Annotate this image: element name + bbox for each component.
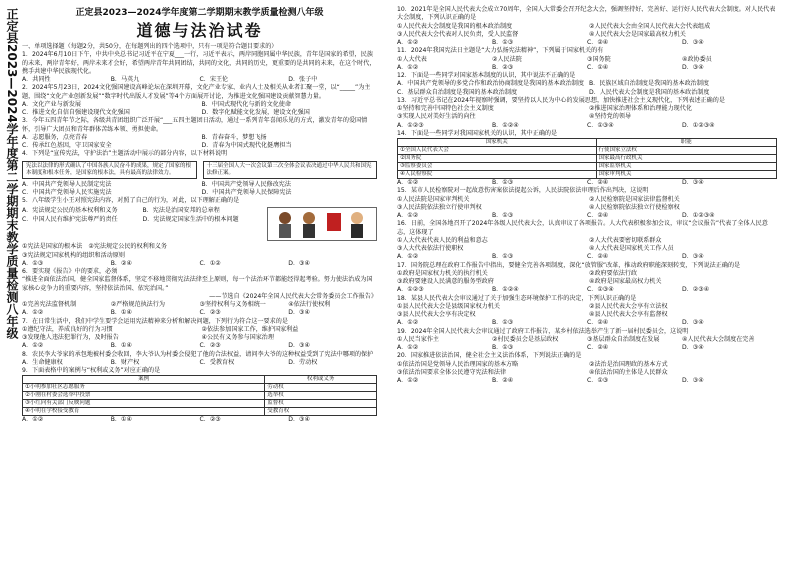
- q10-option-a: A．①②: [397, 39, 419, 46]
- q15-option-b: B．①③: [492, 212, 514, 219]
- q18-option-d: D．③④: [682, 319, 704, 327]
- q15-option-c: C．②④: [587, 212, 609, 219]
- q5-cartoon-block: [22, 207, 377, 241]
- q1-option-c: C．宋王伦: [199, 76, 229, 83]
- q2-option-d: D．数字化赋能文化发展，建设文化强国: [201, 109, 310, 116]
- q13-options: [397, 122, 777, 130]
- q9-table-header-case: 案例: [23, 376, 265, 384]
- q7-option-d: D．③④: [288, 342, 310, 350]
- q20-statements: [397, 361, 777, 378]
- q18-statements: [397, 303, 777, 320]
- q14-cell: 国家最高行政机关: [596, 155, 776, 163]
- table-row: [23, 400, 377, 408]
- q15-statement-3: ③人民法院依法独立行使审判权: [397, 203, 482, 211]
- q12-options: [397, 80, 777, 97]
- q16-option-d: D．③④: [682, 253, 704, 261]
- question-16: 16．日前，全国各地召开了2024年各级人民代表大会，认真审议了各项报告。人大代表积极参加会议，审议“会议报告”代表了全体人民意志，这体现了: [397, 220, 768, 236]
- q19-statement-4: ④人民代表大会制度在完善: [682, 335, 755, 343]
- question-4: 4．下列是“宣传宪法，守护法治”主题活动中展示的部分内容，以下材料说明: [22, 150, 228, 158]
- q5-statement-a: A．宪法规定公民的基本权利和义务: [22, 207, 118, 215]
- q12-option-b: B．民族区域自治制度是我国的基本政治制度: [589, 80, 709, 88]
- q6-quote-source: ——节选自《2024年全国人民代表大会常务委员会工作报告》: [209, 292, 377, 300]
- q17-option-a: A．①②③: [397, 286, 424, 294]
- q6-option-c: C．②③: [199, 309, 221, 317]
- q10-statement-1: ①人民代表大会制度是我国的根本政治制度: [397, 22, 513, 30]
- q15-statements: [397, 196, 777, 213]
- q15-option-d: D．①②③④: [682, 212, 715, 219]
- q9-option-d: D．③④: [288, 416, 310, 424]
- q9-option-b: B．①④: [110, 416, 132, 424]
- question-14: 14．下面是一些同学对我国国家机关的认识，其中正确的是: [397, 129, 558, 137]
- q7-option-a: A．①②: [22, 342, 44, 350]
- q4-material-box-1: 宪法以法律的形式确认了中国各族人民奋斗的成果，规定了国家的根本制度和根本任务，是国家的根本法，具有最高的法律效力。: [22, 161, 197, 179]
- q17-option-c: C．①③④: [587, 286, 614, 294]
- q6-statement-2: ②严格规范执法行为: [110, 301, 165, 308]
- q11-option-c: C．①④: [587, 63, 609, 71]
- q15-option-a: A．①②: [397, 212, 419, 219]
- q20-option-b: B．②④: [492, 377, 514, 384]
- q11-statement-4: ④政协委员: [682, 55, 712, 63]
- question-2: 2．2024年5月23日，2024文化强国建设高峰论坛在深圳开幕，文化产业专家、业内人士及相关从业者汇聚一堂，以“_____”为主题，围绕“文化产业创新发展”“数字时代出版人才发展”等4个方面展开讨论，为推进文化强国建设贡献智慧力量。: [22, 84, 371, 100]
- q9-cell: 监督权: [265, 400, 377, 408]
- q13-statement-2: ②推进国家治理体系和治理能力现代化: [589, 105, 692, 112]
- question-5: 5．八年级学生小王对照宪法内容，对照了自己的行为，对此，以下理解正确的是: [22, 197, 240, 204]
- q3-option-a: A．志愿服务，点亮青春: [22, 133, 88, 141]
- q20-option-c: C．①③: [587, 377, 609, 384]
- question-6: 6．要实现《报告》中的要求，必须: [22, 268, 118, 275]
- q9-cell: 受教育权: [265, 408, 377, 416]
- q18-option-a: A．①②: [397, 319, 419, 327]
- q17-statements: [397, 270, 777, 287]
- q6-statement-3: ③坚持权利与义务相统一: [199, 301, 266, 308]
- question-17: 17．国务院总理在政府工作报告中指出，要健全完善各项制度，深化“放管服”改革，推动政府职能深刻转变，下列说法正确的是: [397, 261, 741, 269]
- q13-option-b: B．①②④: [492, 121, 519, 129]
- q13-statement-4: ④坚持党的领导: [589, 113, 632, 121]
- q14-option-b: B．①③: [492, 179, 514, 186]
- table-row: [23, 408, 377, 416]
- q6-option-b: B．①④: [110, 309, 132, 317]
- q6-option-a: A．①②: [22, 309, 44, 317]
- q17-options: [397, 286, 777, 294]
- q10-statement-3: ③人民代表大会代表对人民负责，受人民监督: [397, 30, 519, 38]
- q9-cell: ②小刚在村委会选举中投票: [23, 392, 265, 400]
- q1-option-d: D．张子中: [288, 76, 318, 83]
- q4-material-box-2: 十三届全国人大一次会议第三次全体会议表决通过中华人民共和国宪法修正案。: [203, 161, 378, 179]
- q20-statement-3: ③依法治国要求全体公民遵守宪法和法律: [397, 368, 507, 376]
- q8-option-b: B．财产权: [110, 358, 140, 366]
- q19-option-c: C．②④: [587, 344, 609, 351]
- q14-cell: ④人民检察院: [398, 171, 597, 179]
- q14-table-header-organ: 国家机关: [398, 139, 597, 147]
- question-13: 13．习近平总书记在2024年视察时强调，要坚持以人民为中心的发展思想，加快推进社会主义现代化，下列表述正确的是: [397, 96, 725, 104]
- q16-statement-2: ②人大代表要密切联系群众: [589, 236, 662, 244]
- exam-subject-title: 道德与法治试卷: [136, 21, 263, 40]
- q4-option-a: A．中国共产党领导人民制定宪法: [22, 180, 112, 188]
- q16-option-c: C．②④: [587, 253, 609, 261]
- question-9: 9．下面表格中的案例与“权利或义务”对应正确的是: [22, 367, 161, 374]
- q8-options: [22, 359, 377, 367]
- q6-option-d: D．③④: [288, 309, 310, 317]
- table-row: [398, 163, 777, 171]
- q19-statement-3: ③基层群众自治制度在发展: [587, 335, 660, 343]
- q4-option-d: D．中国共产党领导人民保障宪法: [201, 188, 292, 196]
- q14-cell: 行使国家立法权: [596, 147, 776, 155]
- q16-option-a: A．①②: [397, 253, 419, 261]
- q13-option-c: C．①③④: [587, 121, 614, 129]
- q10-option-c: C．②④: [587, 39, 609, 46]
- q10-statements: [397, 23, 777, 40]
- q15-statement-2: ②人民检察院是国家法律监督机关: [589, 195, 680, 203]
- q19-option-a: A．①②: [397, 344, 419, 351]
- table-row: [398, 147, 777, 155]
- q18-option-b: B．①③: [492, 319, 514, 327]
- side-vertical-header: [4, 8, 18, 339]
- q20-statement-4: ④依法治国的主体是人民群众: [589, 368, 668, 376]
- question-18: 18．某县人民代表大会审议通过了关于加强生态环境保护工作的决定，下列认识正确的是: [397, 294, 637, 302]
- q20-option-d: D．③④: [682, 377, 704, 384]
- q9-cell: 选举权: [265, 392, 377, 400]
- q14-cell: ①全国人民代表大会: [398, 147, 597, 155]
- question-11: 11．2024年我国宪法日主题是“大力弘扬宪法精神”，下列属于国家机关的有: [397, 47, 604, 55]
- q19-statement-2: ②村民委员会是基层政权: [492, 335, 559, 343]
- q17-option-b: B．①②④: [492, 286, 519, 294]
- q5-option-a: A．①③: [22, 259, 44, 267]
- exam-title-line: 正定县2023—2024学年度第二学期期末教学质量检测八年级: [75, 8, 324, 18]
- q19-statement-1: ①人民当家作主: [397, 335, 440, 343]
- q2-options: [22, 101, 377, 118]
- q5-options: [22, 260, 377, 268]
- q17-statement-3: ③政府要建设人民满意的服务型政府: [397, 278, 494, 285]
- question-7: 7．在日常生活中，我们中学生要学会运用宪法精神来分析和解决问题，下列行为符合这一要求的是: [22, 317, 288, 325]
- q6-quote: “推进全面依法治国，健全国家监督体系，坚定不移地贯彻宪法法律至上原则，每一个法治环节都能经得起考验。努力使法治成为国家核心竞争力的重要内容，坚持依法治国、依宪治国。”: [22, 276, 373, 292]
- q8-option-a: A．生命健康权: [22, 358, 63, 366]
- q4-option-b: B．中国共产党领导人民修改宪法: [201, 180, 291, 188]
- q1-options: [22, 76, 377, 84]
- q9-cell: 劳动权: [265, 384, 377, 392]
- q17-statement-4: ④政府是国家最高权力机关: [589, 278, 662, 285]
- q11-statement-1: ①人大代表: [397, 55, 427, 63]
- q10-option-d: D．③④: [682, 39, 704, 46]
- q3-options: [22, 134, 377, 151]
- q8-option-d: D．劳动权: [288, 358, 318, 366]
- q11-statements: [397, 56, 777, 64]
- q3-option-b: B．青春奋斗，梦想飞扬: [201, 133, 267, 141]
- q13-option-d: D．①②③④: [682, 121, 715, 129]
- question-3: 3．今年五四青年节之际，各级共青团组织广泛开展“___五四主题团日活动，通过一系列青年喜闻乐见的方式，激发青年的爱国情怀，引导广大团员和青年群体苦练本领、勇担使命。: [22, 117, 368, 133]
- q15-statement-1: ①人民法院是国家审判机关: [397, 195, 470, 203]
- q12-option-a: A．中国共产党领导的多党合作和政治协商制度是我国的基本政治制度: [397, 80, 584, 88]
- question-19: 19．2024年全国人民代表大会审议通过了政府工作报告，某乡村依法选举产生了新一届村民委员会，这说明: [397, 327, 689, 335]
- q7-statement-4: ④公民有义务参与国家治理: [201, 334, 274, 341]
- q20-statement-2: ②法治是治国理政的基本方式: [589, 360, 668, 368]
- q11-statement-3: ③国务院: [587, 55, 611, 63]
- q13-option-a: A．①②③: [397, 121, 424, 129]
- q15-statement-4: ④人民检察院依法独立行使检察权: [589, 203, 680, 211]
- q14-cell: 国家审判机关: [596, 171, 776, 179]
- q4-options: [22, 181, 377, 198]
- q20-option-a: A．①②: [397, 377, 419, 384]
- q9-table-header-right: 权利或义务: [265, 376, 377, 384]
- right-column: [397, 6, 777, 385]
- q20-statement-1: ①依法治国是党领导人民治理国家的基本方略: [397, 360, 519, 368]
- q10-option-b: B．①③: [492, 39, 514, 46]
- q18-statement-1: ①县人民代表大会是县级国家权力机关: [397, 302, 500, 310]
- q18-statement-3: ③县人民代表大会享有决定权: [397, 311, 476, 318]
- q7-statement-2: ②依法参加国家工作，维护国家利益: [201, 325, 299, 333]
- q9-option-c: C．②③: [199, 416, 221, 424]
- q5-option-b: B．②④: [110, 259, 132, 267]
- q19-options: [397, 344, 777, 352]
- question-8: 8．农民李大爷家的承包地被村委会收回，李大爷认为村委会侵犯了他的合法权益，请问李大爷的这种权益受到了宪法中哪项的保护: [22, 350, 374, 358]
- q18-option-c: C．②④: [587, 319, 609, 327]
- q14-table-header-function: 职能: [596, 139, 776, 147]
- q6-statement-4: ④依法行使权利: [288, 301, 331, 308]
- q7-options: [22, 342, 377, 350]
- q13-statement-3: ③实现人民对美好生活的向往: [397, 113, 476, 121]
- table-row: [398, 155, 777, 163]
- q16-options: [397, 253, 777, 261]
- q5-statement-b: B．宪法是治国安邦的总章程: [142, 207, 220, 215]
- q11-statement-2: ②人民法院: [492, 55, 522, 63]
- side-header-text: 正定县2023—2024学年度第二学期期末教学质量检测八年级: [5, 8, 19, 339]
- q14-cell: ②国务院: [398, 155, 597, 163]
- q18-options: [397, 319, 777, 327]
- q2-option-c: C．推进文化自信自强建设现代文化强国: [22, 109, 130, 116]
- q3-option-d: D．青春为中国式现代化挺膺担当: [201, 142, 292, 149]
- q5-combination-1: ①宪法是国家的根本法 ②宪法规定公民的权利和义务: [22, 243, 167, 251]
- q5-statement-c: C．中国人民有维护宪法尊严的责任: [22, 215, 118, 223]
- q9-cell: ④小明在学校接受教育: [23, 408, 265, 416]
- q9-cell: ③小红向有关部门反映问题: [23, 400, 265, 408]
- section-instructions: 一、单项选择题（每题2分，共50分，在每题列出的四个选项中，只有一项是符合题目要求的）: [22, 43, 278, 50]
- q14-option-c: C．②④: [587, 179, 609, 186]
- q14-option-a: A．①②: [397, 179, 419, 186]
- q14-options: [397, 179, 777, 187]
- q17-option-d: D．②③④: [682, 286, 710, 294]
- q5-cartoon-illustration: [267, 207, 377, 241]
- q9-options: [22, 416, 377, 424]
- q8-option-c: C．受教育权: [199, 358, 235, 366]
- q11-option-a: A．①②: [397, 63, 419, 71]
- q14-cell: 国家监察机关: [596, 163, 776, 171]
- q13-statement-1: ①坚持和完善中国特色社会主义制度: [397, 105, 494, 112]
- q9-table: [22, 375, 377, 416]
- q16-statement-4: ④人大代表是国家机关工作人员: [589, 245, 674, 252]
- q14-table: [397, 138, 777, 179]
- question-10: 10．2021年是全国人民代表大会成立70周年，全国人大常委会召开纪念大会，强调坚持好、完善好、运行好人民代表大会制度。对人民代表大会制度，下列认识正确的是: [397, 6, 776, 22]
- q1-option-b: B．马英九: [110, 76, 140, 83]
- q1-option-a: A．共同性: [22, 76, 51, 83]
- q17-statement-2: ②政府要依法行政: [589, 269, 638, 277]
- q7-option-c: C．②③: [199, 342, 221, 350]
- q2-option-b: B．中国式现代化与新的文化使命: [201, 100, 291, 108]
- q5-combination-2: ③宪法规定国家机构的组织和活动原则: [22, 251, 125, 259]
- q7-statement-1: ①遵纪守法，养成良好的行为习惯: [22, 325, 113, 333]
- q9-option-a: A．①②: [22, 416, 44, 424]
- q19-option-d: D．③④: [682, 344, 704, 351]
- q5-statements: [22, 207, 259, 224]
- q4-material-boxes: [22, 161, 377, 179]
- q3-option-c: C．传承红色基因，守卫国家安全: [22, 142, 112, 149]
- q13-statements: [397, 105, 777, 122]
- q18-statement-2: ②县人民代表大会享有立法权: [589, 302, 668, 310]
- q18-statement-4: ④县人民代表大会享有监督权: [589, 311, 668, 318]
- q9-cell: ①小明参加社区志愿服务: [23, 384, 265, 392]
- q5-option-c: C．①②: [199, 259, 221, 267]
- q7-option-b: B．①④: [110, 342, 132, 350]
- q16-option-b: B．①③: [492, 253, 514, 261]
- table-row: [398, 171, 777, 179]
- q2-option-a: A．文化产业与新发展: [22, 100, 82, 108]
- q4-option-c: C．中国共产党领导人民实施宪法: [22, 188, 112, 196]
- q12-option-d: D．人民代表大会制度是我国的基本政治制度: [589, 88, 710, 96]
- q7-statements: [22, 326, 377, 343]
- q10-options: [397, 39, 777, 47]
- table-row: [23, 384, 377, 392]
- q10-statement-2: ②人民代表大会由全国人民代表大会代表组成: [589, 22, 711, 30]
- q20-options: [397, 377, 777, 385]
- q6-statement-1: ①完善宪法监督机制: [22, 301, 77, 308]
- q5-statement-d: D．宪法规定国家生活中的根本问题: [142, 215, 239, 223]
- q17-statement-1: ①政府是国家权力机关的执行机关: [397, 269, 488, 277]
- q19-statements: [397, 336, 777, 344]
- q7-statement-3: ③发现他人违法犯罪行为，及时报告: [22, 334, 119, 341]
- q12-option-c: C．基层群众自治制度是我国的基本政治制度: [397, 88, 518, 96]
- question-20: 20．国家推进依法治国，健全社会主义法治体系，下列说法正确的是: [397, 352, 582, 360]
- q16-statement-1: ①人大代表代表人民的利益和意志: [397, 236, 488, 244]
- question-15: 15．某市人民检察院对一起故意伤害案依法提起公诉，人民法院依法审理后作出判决，这说明: [397, 187, 649, 195]
- left-column: [22, 6, 377, 425]
- q5-option-d: D．③④: [288, 259, 310, 267]
- question-1: 1．2024年6月10日下午，中共中央总书记习近平在宁夏___一行，习近平表示，两岸同胞同属中华民族，青年是国家的希望，民族的未来，两岸青年好，两岸未来才会好，希望两岸青年共同团结，共同的文化，共同的历史，更重要的是共同的未来，在这个时代，携手共建中华民族现代化。: [22, 51, 376, 75]
- q16-statements: [397, 237, 777, 254]
- q11-option-b: B．②③: [492, 63, 514, 71]
- table-row: [23, 392, 377, 400]
- q11-option-d: D．③④: [682, 63, 704, 71]
- q6-statements: [22, 301, 377, 309]
- q14-option-d: D．③④: [682, 179, 704, 186]
- q19-option-b: B．①③: [492, 344, 514, 351]
- question-12: 12．下面是一些同学对国家基本制度的认识，其中说法不正确的是: [397, 72, 576, 79]
- q14-cell: ③监察委员会: [398, 163, 597, 171]
- q6-options: [22, 309, 377, 317]
- q16-statement-3: ③人大代表依法行使职权: [397, 245, 464, 252]
- q10-statement-4: ④人民代表大会是国家最高权力机关: [589, 30, 686, 38]
- q11-options: [397, 64, 777, 72]
- q15-options: [397, 212, 777, 220]
